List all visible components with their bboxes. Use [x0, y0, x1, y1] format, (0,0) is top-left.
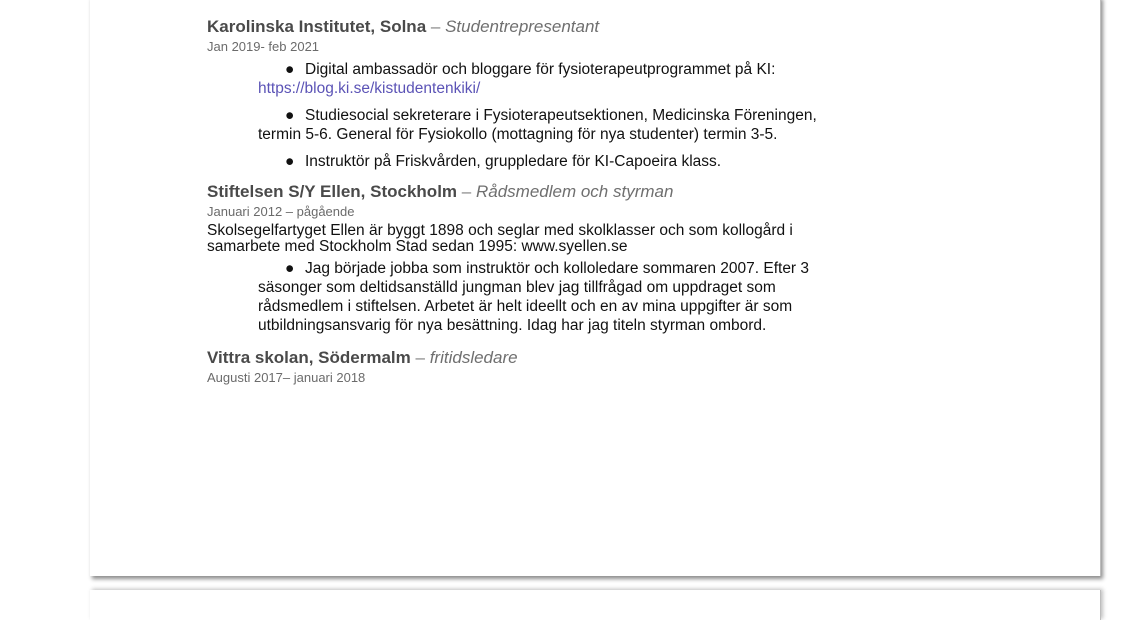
entry-heading [207, 347, 847, 369]
bullet-text: Jag började jobba som instruktör och kolloledare sommaren 2007. Efter 3 säsonger som deltidsanställd jungman blev jag tillfrågad om uppdraget som rådsmedlem i stiftelsen. Arbetet är helt ideellt och en av mina uppgifter är som utbildningsansvarig för nya besättning. Idag har jag titeln styrman ombord. [258, 260, 810, 334]
bullet-item [207, 152, 828, 171]
blog-link[interactable]: https://blog.ki.se/kistudentenkiki/ [258, 80, 481, 97]
entry-ellen [207, 181, 847, 335]
next-page-edge [90, 590, 1101, 620]
bullet-text: Instruktör på Friskvården, gruppledare för KI-Capoeira klass. [305, 153, 722, 170]
entry-organization: Karolinska Institutet, Solna [207, 17, 427, 36]
bullet-item [207, 106, 828, 144]
entry-vittra [207, 347, 847, 387]
entry-organization: Vittra skolan, Södermalm [207, 348, 411, 367]
bullet-icon: ● [285, 61, 295, 78]
entry-role: fritidsledare [429, 348, 518, 367]
entry-description: Skolsegelfartyget Ellen är byggt 1898 och seglar med skolklasser och som kollogård i samarbete med Stockholm Stad sedan 1995: www.syellen.se [207, 222, 793, 255]
entry-dash: – [461, 182, 472, 201]
bullet-icon: ● [285, 260, 295, 277]
bullet-item [207, 259, 828, 335]
entry-organization: Stiftelsen S/Y Ellen, Stockholm [207, 182, 458, 201]
bullet-text: Digital ambassadör och bloggare för fysioterapeutprogrammet på KI: [305, 61, 776, 78]
entry-heading [207, 181, 847, 203]
bullet-icon: ● [285, 107, 295, 124]
bullet-text: Studiesocial sekreterare i Fysioterapeutsektionen, Medicinska Föreningen, termin 5-6. General för Fysiokollo (mottagning för nya studenter) termin 3-5. [258, 107, 817, 143]
entry-role: Rådsmedlem och styrman [475, 182, 674, 201]
entry-dash: – [415, 348, 425, 367]
entry-dash: – [430, 17, 441, 36]
entry-date: Augusti 2017– januari 2018 [207, 370, 366, 385]
entry-heading [207, 16, 847, 38]
bullet-item [207, 60, 828, 98]
entry-date: Januari 2012 – pågående [207, 204, 355, 219]
bullet-icon: ● [285, 153, 295, 170]
entry-karolinska [207, 16, 847, 171]
entry-date: Jan 2019- feb 2021 [207, 39, 320, 54]
entry-role: Studentrepresentant [445, 17, 600, 36]
experience-section [207, 16, 847, 391]
